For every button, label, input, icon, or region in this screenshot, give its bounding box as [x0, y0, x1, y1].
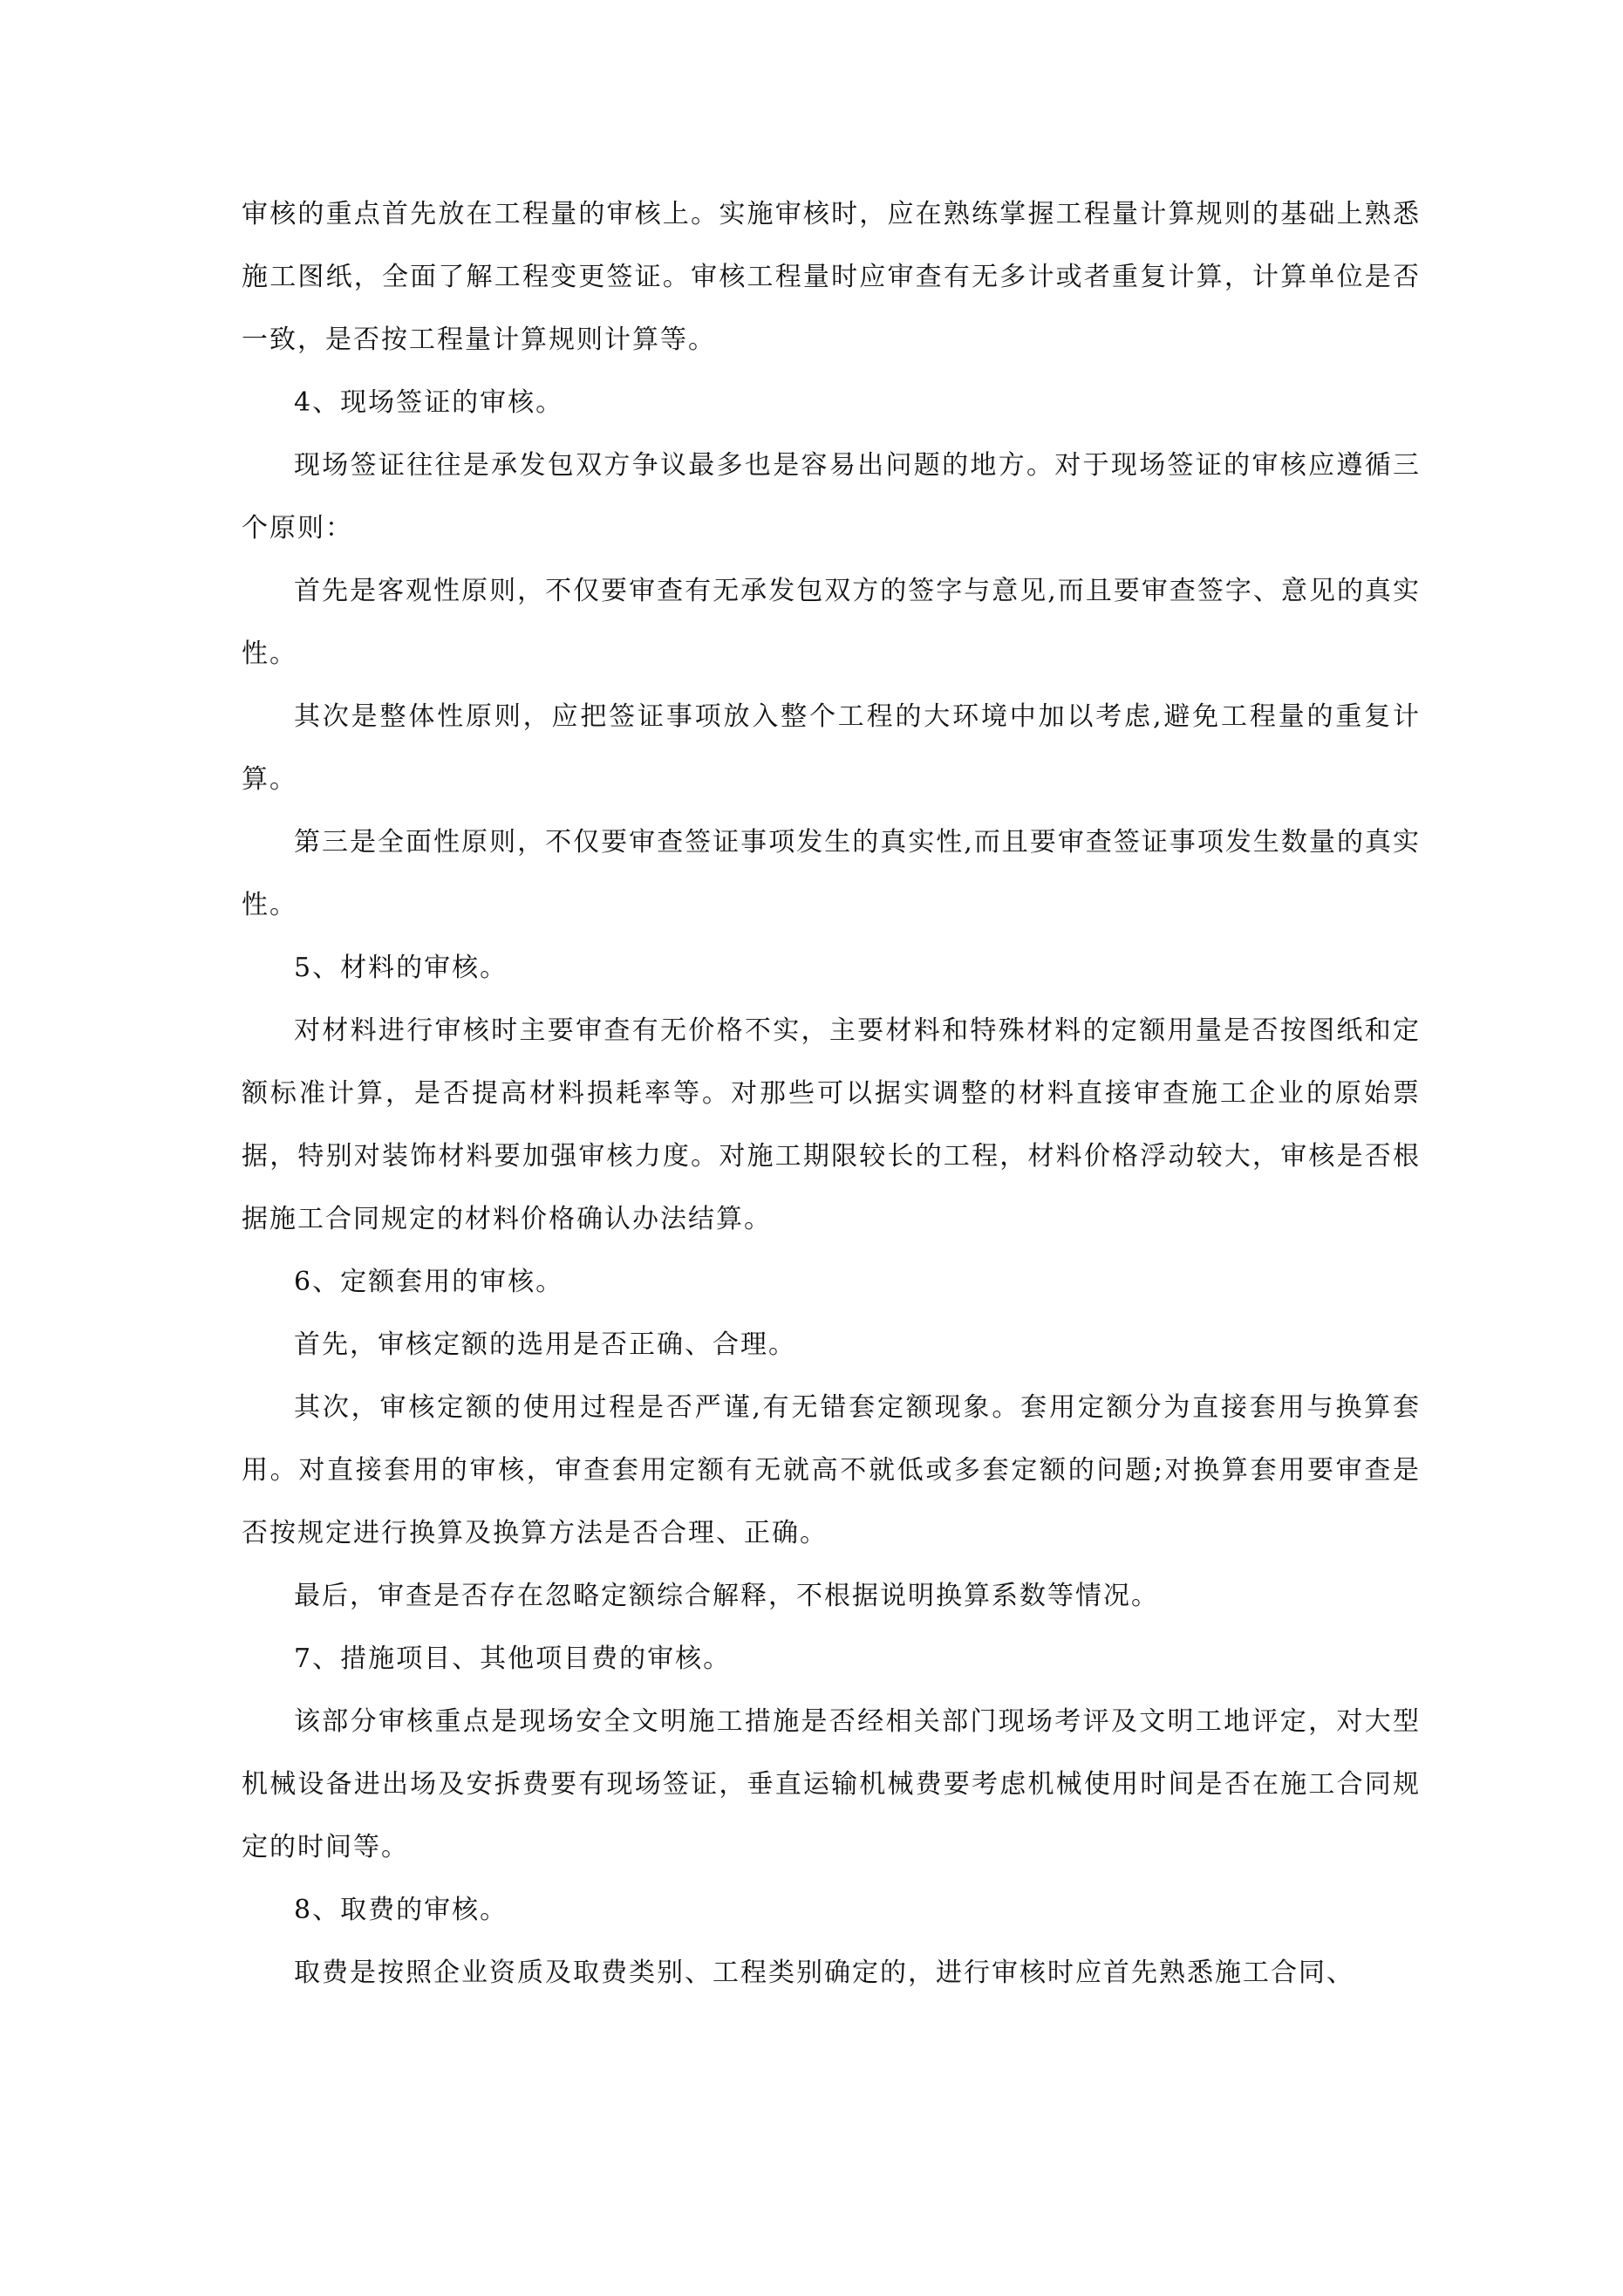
paragraph-fee-review: 取费是按照企业资质及取费类别、工程类别确定的，进行审核时应首先熟悉施工合同、 — [294, 1958, 1354, 1988]
paragraph-material-review: 对材料进行审核时主要审查有无价格不实，主要材料和特殊材料的定额用量是否按图纸和定额标准计算，是否提高材料损耗率等。对那些可以据实调整的材料直接审查施工企业的原始票据，特别对装饰材料要加强审核力度。对施工期限较长的工程，材料价格浮动较大，审核是否根据施工合同规定的材料价格确认办法结算。 — [242, 1015, 1421, 1234]
section-heading-7: 7、措施项目、其他项目费的审核。 — [294, 1643, 732, 1674]
section-heading-5: 5、材料的审核。 — [294, 953, 508, 983]
paragraph-quota-second: 其次，审核定额的使用过程是否严谨,有无错套定额现象。套用定额分为直接套用与换算套用。对直接套用的审核，审查套用定额有无就高不就低或多套定额的问题;对换算套用要审查是否按规定进行换算及换算方法是否合理、正确。 — [242, 1392, 1421, 1548]
paragraph-objectivity-principle: 首先是客观性原则，不仅要审查有无承发包双方的签字与意见,而且要审查签字、意见的真实性。 — [242, 576, 1421, 669]
section-heading-6: 6、定额套用的审核。 — [294, 1267, 564, 1297]
section-heading-8: 8、取费的审核。 — [294, 1895, 508, 1925]
paragraph-measures-review: 该部分审核重点是现场安全文明施工措施是否经相关部门现场考评及文明工地评定，对大型机械设备进出场及安拆费要有现场签证，垂直运输机械费要考虑机械使用时间是否在施工合同规定的时间等。 — [242, 1706, 1421, 1862]
paragraph-quota-last: 最后，审查是否存在忽略定额综合解释，不根据说明换算系数等情况。 — [294, 1581, 1159, 1611]
paragraph-1: 审核的重点首先放在工程量的审核上。实施审核时，应在熟练掌握工程量计算规则的基础上熟悉施工图纸，全面了解工程变更签证。审核工程量时应审查有无多计或者重复计算，计算单位是否一致，是否按工程量计算规则计算等。 — [242, 199, 1421, 355]
paragraph-integrity-principle: 其次是整体性原则，应把签证事项放入整个工程的大环境中加以考虑,避免工程量的重复计算。 — [242, 701, 1421, 795]
paragraph-site-visa-intro: 现场签证往往是承发包双方争议最多也是容易出问题的地方。对于现场签证的审核应遵循三个原则： — [242, 450, 1421, 543]
section-heading-4: 4、现场签证的审核。 — [294, 387, 564, 418]
paragraph-quota-first: 首先，审核定额的选用是否正确、合理。 — [294, 1329, 796, 1360]
document-body — [242, 183, 1421, 2005]
paragraph-comprehensiveness-principle: 第三是全面性原则，不仅要审查签证事项发生的真实性,而且要审查签证事项发生数量的真实性。 — [242, 827, 1421, 920]
